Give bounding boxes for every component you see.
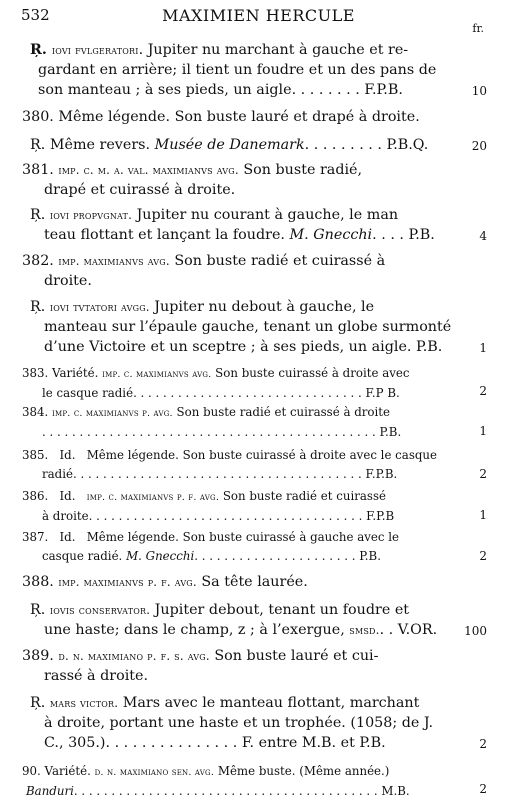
- entry-obverse: [22, 572, 482, 592]
- entry-line: Ŗ. iovi fvlgeratori. Jupiter nu marchant à gauche et re-: [30, 42, 409, 58]
- entry-line: à droite. . . . . . . . . . . . . . . . . . . . . . . . . . . . . . . . . . . . . F.P.B: [42, 509, 395, 523]
- entry-line: une haste; dans le champ, z ; à l’exergue, smsd.. . V.OR.: [44, 622, 438, 638]
- entry-line: rassé à droite.: [44, 668, 149, 684]
- value-fr: 2: [479, 384, 487, 398]
- page-title: MAXIMIEN HERCULE: [162, 6, 355, 25]
- entry-line: casque radié. M. Gnecchi. . . . . . . . . . . . . . . . . . . . . . P.B.: [42, 549, 381, 563]
- entry-reverse: [30, 205, 482, 245]
- entry-line: Ŗ. iovis conservator. Jupiter debout, tenant un foudre et: [30, 602, 410, 618]
- value-fr: 1: [479, 424, 487, 438]
- entry-line: 386. Id. imp. c. maximianvs p. f. avg. Son buste radié et cuirassé: [22, 489, 386, 503]
- entry-line: drapé et cuirassé à droite.: [44, 182, 236, 198]
- value-fr: 2: [479, 782, 487, 796]
- entry-line: . . . . . . . . . . . . . . . . . . . . . . . . . . . . . . . . . . . . . . . . . . . . . P.B.: [42, 425, 402, 439]
- entry-line: Banduri. . . . . . . . . . . . . . . . . . . . . . . . . . . . . . . . . . . . . . . . . M.B.: [26, 784, 410, 798]
- entry-line: 381. imp. c. m. a. val. maximianvs avg. Son buste radié,: [22, 162, 363, 178]
- entry-line: son manteau ; à ses pieds, un aigle. . . . . . . . F.P.B.: [38, 82, 403, 98]
- running-header: [0, 6, 517, 26]
- entry-obverse: [22, 646, 482, 686]
- entry-line: 389. d. n. maximiano p. f. s. avg. Son buste lauré et cui-: [22, 648, 379, 664]
- entry-line: Ŗ. iovi propvgnat. Jupiter nu courant à gauche, le man: [30, 207, 399, 223]
- entry-line: radié. . . . . . . . . . . . . . . . . . . . . . . . . . . . . . . . . . . . . . . F.P.B.: [42, 467, 398, 481]
- entry-reverse: [30, 40, 482, 100]
- entry-line: le casque radié. . . . . . . . . . . . . . . . . . . . . . . . . . . . . . . F.P B.: [42, 386, 400, 400]
- entry-line: 384. imp. c. maximianvs p. avg. Son buste radié et cuirassé à droite: [22, 405, 391, 419]
- entry-line: d’une Victoire et un sceptre ; à ses pieds, un aigle. P.B.: [44, 339, 443, 355]
- value-fr: 1: [479, 508, 487, 522]
- currency-label: fr.: [472, 22, 484, 35]
- value-fr: 1: [479, 341, 487, 355]
- entry-reverse: [30, 600, 482, 640]
- entry-obverse: [22, 107, 482, 127]
- entry-line: Ŗ. mars victor. Mars avec le manteau flottant, marchant: [30, 695, 420, 711]
- entry-line: 383. Variété. imp. c. maximianvs avg. Son buste cuirassé à droite avec: [22, 366, 410, 380]
- entry-line: manteau sur l’épaule gauche, tenant un globe surmonté: [44, 319, 452, 335]
- entry-line: à droite, portant une haste et un trophée. (1058; de J.: [44, 715, 434, 731]
- entry-line: 382. imp. maximianvs avg. Son buste radié et cuirassé à: [22, 253, 386, 269]
- entry-variant: [22, 487, 482, 526]
- value-fr: 10: [471, 84, 487, 98]
- entry-line: 90. Variété. d. n. maximiano sen. avg. Même buste. (Même année.): [22, 764, 390, 778]
- value-fr: 4: [479, 229, 487, 243]
- value-fr: 2: [479, 737, 487, 751]
- entry-line: 388. imp. maximianvs p. f. avg. Sa tête laurée.: [22, 574, 308, 590]
- entry-variant: [22, 762, 482, 801]
- entry-variant: [22, 364, 482, 403]
- entry-variant: [22, 403, 482, 442]
- entry-variant: [22, 528, 482, 566]
- entry-line: 387. Id. Même légende. Son buste cuirassé à gauche avec le: [22, 530, 400, 544]
- entry-line: 385. Id. Même légende. Son buste cuirassé à droite avec le casque: [22, 448, 438, 462]
- value-fr: 20: [471, 139, 487, 153]
- entry-line: Ŗ. Même revers. Musée de Danemark. . . . . . . . . P.B.Q.: [30, 137, 429, 153]
- entry-line: droite.: [44, 273, 92, 289]
- entry-obverse: [22, 251, 482, 291]
- entry-line: C., 305.). . . . . . . . . . . . . . . F. entre M.B. et P.B.: [44, 735, 386, 751]
- page-number: 532: [21, 6, 50, 24]
- value-fr: 2: [479, 549, 487, 563]
- value-fr: 100: [464, 624, 487, 638]
- entry-obverse: [22, 160, 482, 200]
- entry-variant: [22, 446, 482, 484]
- entry-reverse: [30, 135, 482, 155]
- value-fr: 2: [479, 467, 487, 481]
- entry-line: teau flottant et lançant la foudre. M. Gnecchi. . . . P.B.: [44, 227, 435, 243]
- entry-reverse: [30, 297, 482, 357]
- entry-line: 380. Même légende. Son buste lauré et drapé à droite.: [22, 109, 420, 125]
- entry-line: Ŗ. iovi tvtatori avgg. Jupiter nu debout à gauche, le: [30, 299, 375, 315]
- entry-line: gardant en arrière; il tient un foudre et un des pans de: [38, 62, 437, 78]
- entry-reverse: [30, 693, 482, 753]
